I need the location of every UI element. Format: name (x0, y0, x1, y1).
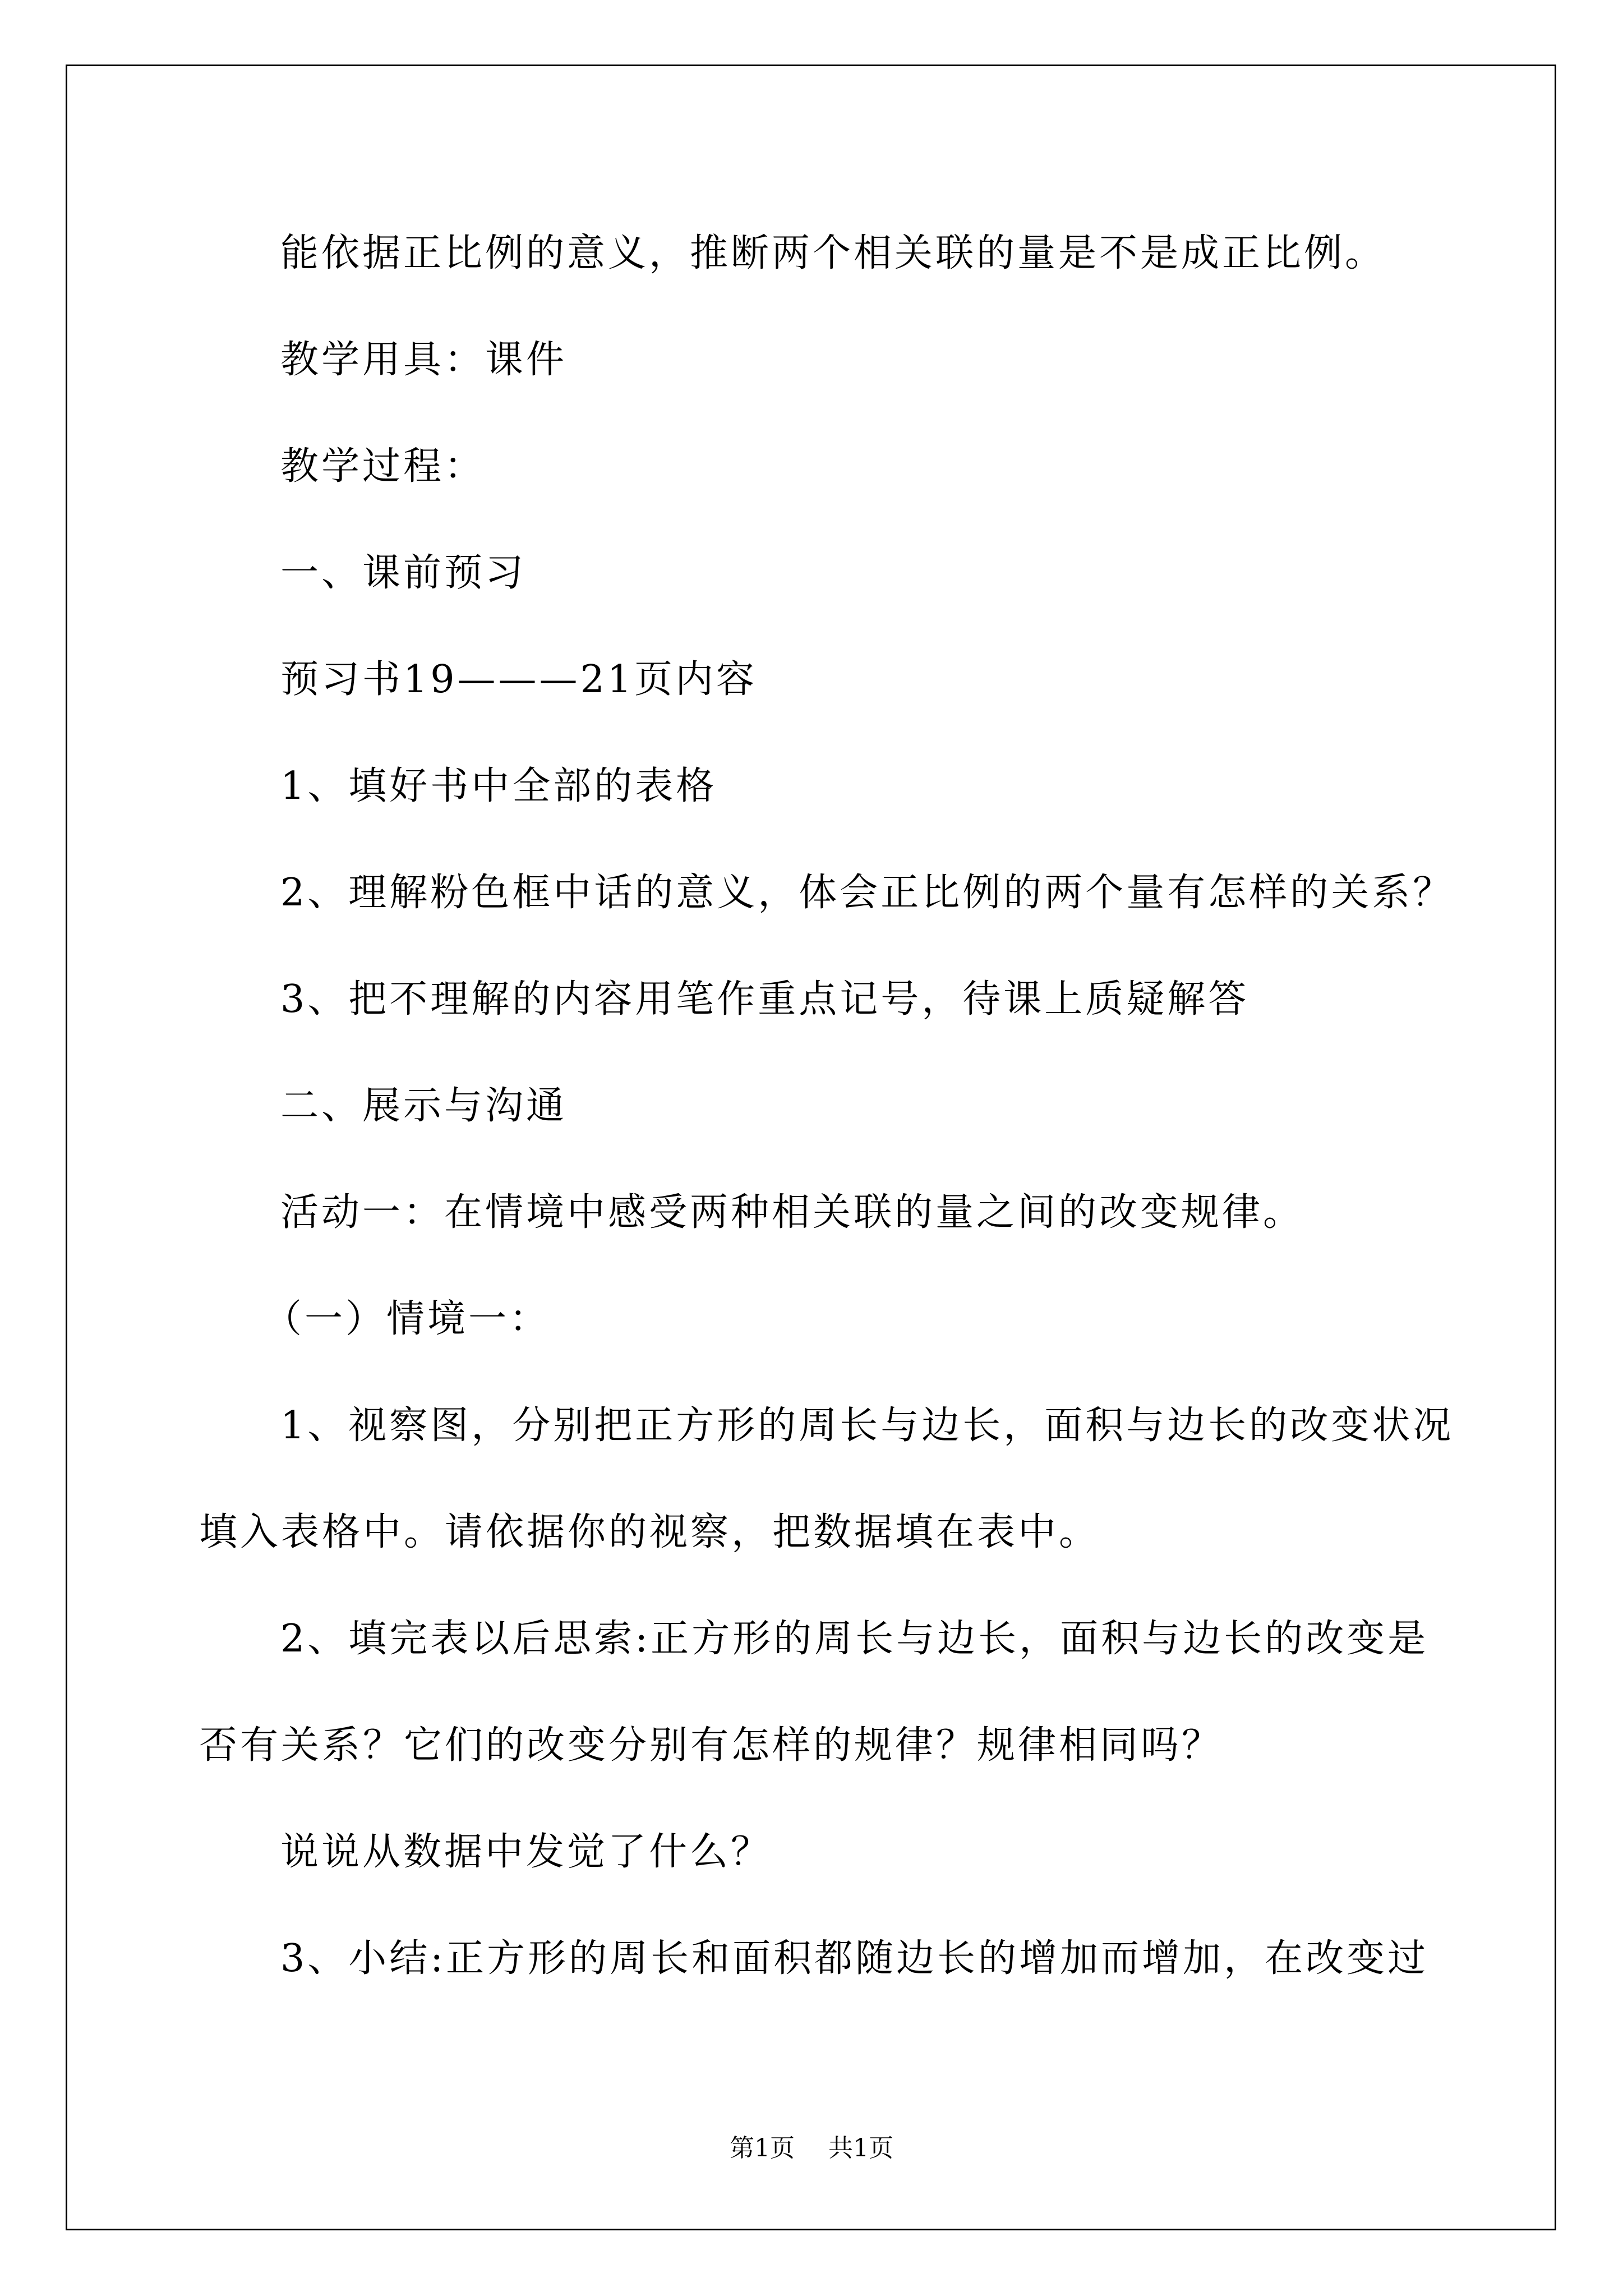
paragraph-line-15: 否有关系？它们的改变分别有怎样的规律？规律相同吗？ (199, 1723, 1223, 1768)
page-number: 第1页 (730, 2134, 795, 2162)
paragraph-line-16: 说说从数据中发觉了什么？ (280, 1830, 772, 1874)
page-footer (0, 2136, 1623, 2161)
paragraph-line-11: （一）情境一： (264, 1297, 551, 1341)
paragraph-line-14: 2、填完表以后思索:正方形的周长与边长，面积与边长的改变是 (280, 1617, 1429, 1661)
paragraph-line-13: 填入表格中。请依据你的视察，把数据填在表中。 (199, 1510, 1100, 1554)
paragraph-line-7: 2、理解粉色框中话的意义，体会正比例的两个量有怎样的关系？ (280, 871, 1454, 915)
paragraph-line-6: 1、填好书中全部的表格 (280, 764, 717, 808)
paragraph-line-2: 教学用具：课件 (280, 338, 568, 382)
paragraph-line-8: 3、把不理解的内容用笔作重点记号，待课上质疑解答 (280, 977, 1249, 1022)
paragraph-line-4: 一、课前预习 (280, 551, 527, 595)
page-total: 共1页 (828, 2134, 893, 2162)
paragraph-line-1: 能依据正比例的意义，推断两个相关联的量是不是成正比例。 (280, 231, 1386, 275)
paragraph-line-17: 3、小结:正方形的周长和面积都随边长的增加而增加，在改变过 (280, 1936, 1429, 1981)
paragraph-line-10: 活动一：在情境中感受两种相关联的量之间的改变规律。 (280, 1190, 1304, 1235)
paragraph-line-9: 二、展示与沟通 (280, 1084, 568, 1128)
paragraph-line-12: 1、视察图，分别把正方形的周长与边长，面积与边长的改变状况 (280, 1404, 1454, 1448)
paragraph-line-5: 预习书19———21页内容 (280, 657, 758, 702)
paragraph-line-3: 教学过程： (280, 444, 486, 489)
page-border (66, 65, 1556, 2230)
